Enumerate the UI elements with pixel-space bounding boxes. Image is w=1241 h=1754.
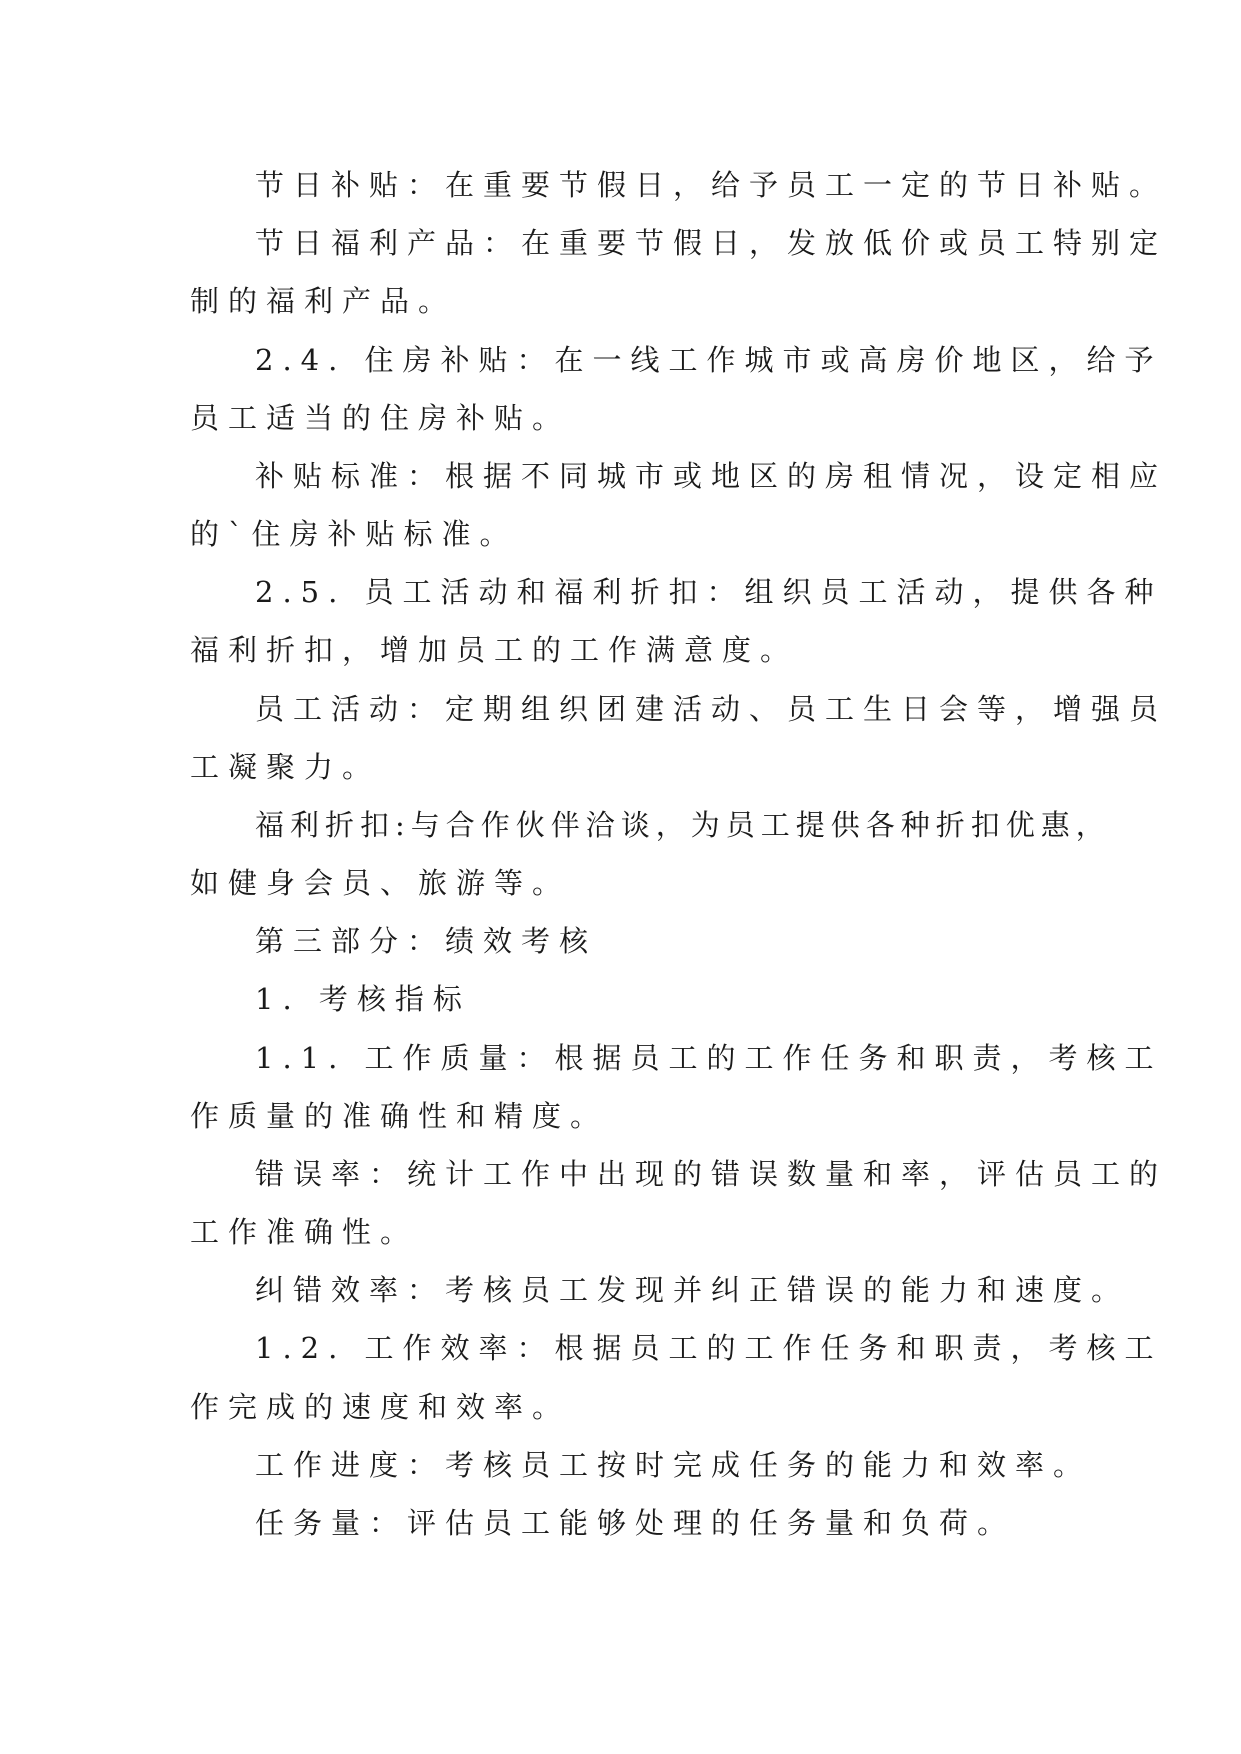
paragraph-line: 错误率：统计工作中出现的错误数量和率，评估员工的 bbox=[255, 1157, 1168, 1191]
section-heading: 第三部分：绩效考核 bbox=[255, 924, 598, 958]
paragraph-line: 节日补贴：在重要节假日，给予员工一定的节日补贴。 bbox=[255, 168, 1168, 202]
paragraph-line: 工作进度：考核员工按时完成任务的能力和效率。 bbox=[255, 1448, 1092, 1482]
paragraph-line: 制的福利产品。 bbox=[190, 284, 457, 318]
paragraph-line: 如健身会员、旅游等。 bbox=[190, 866, 571, 900]
paragraph-line: 福利折扣:与合作伙伴洽谈，为员工提供各种折扣优惠， bbox=[255, 808, 1111, 842]
paragraph-line: 2.4. 住房补贴：在一线工作城市或高房价地区，给予 bbox=[255, 343, 1163, 377]
paragraph-line: 任务量：评估员工能够处理的任务量和负荷。 bbox=[255, 1506, 1016, 1540]
paragraph-line: 作完成的速度和效率。 bbox=[190, 1390, 571, 1424]
paragraph-line: 的`住房补贴标准。 bbox=[190, 517, 518, 551]
paragraph-line: 员工适当的住房补贴。 bbox=[190, 401, 571, 435]
paragraph-line: 福利折扣，增加员工的工作满意度。 bbox=[190, 633, 799, 667]
paragraph-line: 补贴标准：根据不同城市或地区的房租情况，设定相应 bbox=[255, 459, 1168, 493]
paragraph-line: 工作准确性。 bbox=[190, 1215, 419, 1249]
paragraph-line: 员工活动：定期组织团建活动、员工生日会等，增强员 bbox=[255, 692, 1168, 726]
paragraph-line: 2.5. 员工活动和福利折扣：组织员工活动，提供各种 bbox=[255, 575, 1163, 609]
paragraph-line: 节日福利产品：在重要节假日，发放低价或员工特别定 bbox=[255, 226, 1168, 260]
paragraph-line: 纠错效率：考核员工发现并纠正错误的能力和速度。 bbox=[255, 1273, 1130, 1307]
paragraph-line: 1.1. 工作质量：根据员工的工作任务和职责，考核工 bbox=[255, 1041, 1163, 1075]
paragraph-line: 1.2. 工作效率：根据员工的工作任务和职责，考核工 bbox=[255, 1331, 1163, 1365]
paragraph-line: 工凝聚力。 bbox=[190, 750, 381, 784]
subsection-heading: 1. 考核指标 bbox=[255, 982, 471, 1016]
paragraph-line: 作质量的准确性和精度。 bbox=[190, 1099, 609, 1133]
